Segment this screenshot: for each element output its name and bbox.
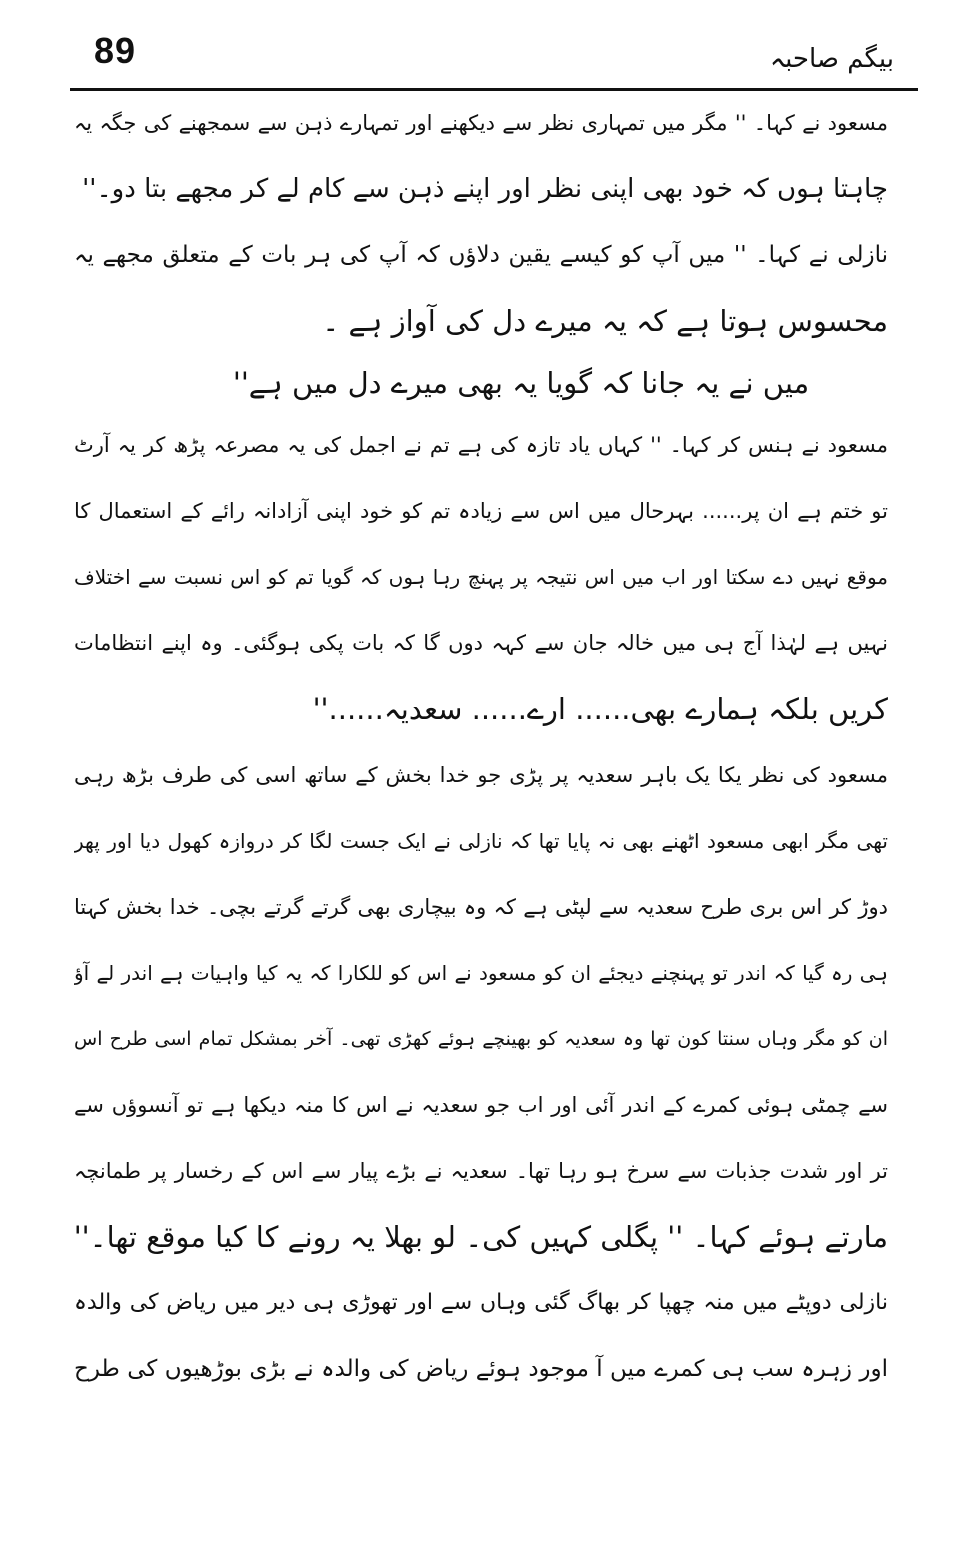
running-title: بیگم صاحبہ [769, 44, 894, 74]
text-line: تر اور شدت جذبات سے سرخ ہو رہا تھا۔ سعدیہ نے بڑے پیار سے اس کے رخسار پر طمانچہ [74, 1159, 888, 1183]
text-line: مسعود نے کہا۔ '' مگر میں تمہاری نظر سے دیکھنے اور تمہارے ذہن سے سمجھنے کی جگہ یہ [74, 111, 888, 135]
text-line: دوڑ کر اس بری طرح سعدیہ سے لپٹی ہے کہ وہ بیچاری بھی گرتے گرتے بچی۔ خدا بخش کہتا [74, 895, 888, 919]
text-line: تھی مگر ابھی مسعود اٹھنے بھی نہ پایا تھا کہ نازلی نے ایک جست لگا کر دروازہ کھول دیا اور پھر [74, 829, 888, 853]
text-line: مارتے ہوئے کہا۔ '' پگلی کہیں کی۔ لو بھلا یہ رونے کا کیا موقع تھا۔'' [74, 1220, 888, 1254]
text-line: اور زہرہ سب ہی کمرے میں آ موجود ہوئے ریاض کی والدہ نے بڑی بوڑھیوں کی طرح [74, 1356, 888, 1382]
page-number: 89 [94, 30, 137, 71]
text-line: کریں بلکہ ہمارے بھی...... ارے...... سعدیہ......'' [312, 692, 888, 726]
text-line: مسعود کی نظر یکا یک باہر سعدیہ پر پڑی جو خدا بخش کے ساتھ اسی کی طرف بڑھ رہی [74, 763, 888, 787]
text-line: ہی رہ گیا کہ اندر تو پہنچنے دیجئے ان کو مسعود نے اس کو للکارا کہ یہ کیا واہیات ہے اندر لے آؤ [74, 961, 888, 985]
body-text [74, 90, 888, 1402]
text-line: نازلی نے کہا۔ '' میں آپ کو کیسے یقین دلاؤں کہ آپ کی ہر بات کے متعلق مجھے یہ [74, 242, 888, 268]
text-line: مسعود نے ہنس کر کہا۔ '' کہاں یاد تازہ کی ہے تم نے اجمل کی یہ مصرعہ پڑھ کر یہ آرٹ [74, 433, 888, 457]
text-line: چاہتا ہوں کہ خود بھی اپنی نظر اور اپنے ذہن سے کام لے کر مجھے بتا دو۔'' [82, 174, 888, 204]
text-line: موقع نہیں دے سکتا اور اب میں اس نتیجہ پر پہنچ رہا ہوں کہ گویا تم کو اس نسبت سے اختلاف [74, 565, 888, 589]
text-line: نازلی دوپٹے میں منہ چھپا کر بھاگ گئی وہاں سے اور تھوڑی ہی دیر میں ریاض کی والدہ [74, 1290, 888, 1315]
text-line: ان کو مگر وہاں سنتا کون تھا وہ سعدیہ کو بھینچے ہوئے کھڑی تھی۔ آخر بمشکل تمام اسی طرح اس [74, 1028, 888, 1050]
verse-line: میں نے یہ جانا کہ گویا یہ بھی میرے دل میں ہے'' [232, 366, 810, 400]
text-line: نہیں ہے لہٰذا آج ہی میں خالہ جان سے کہہ دوں گا کہ بات پکی ہوگئی۔ وہ اپنے انتظامات [74, 631, 888, 655]
text-line: تو ختم ہے ان پر...... بہرحال میں اس سے زیادہ تم کو خود اپنی آزادانہ رائے کے استعمال کا [74, 499, 888, 523]
text-line: محسوس ہوتا ہے کہ یہ میرے دل کی آواز ہے ۔ [322, 304, 888, 338]
text-line: سے چمٹی ہوئی کمرے کے اندر آئی اور اب جو سعدیہ نے اس کا منہ دیکھا ہے تو آنسوؤں سے [74, 1093, 888, 1117]
